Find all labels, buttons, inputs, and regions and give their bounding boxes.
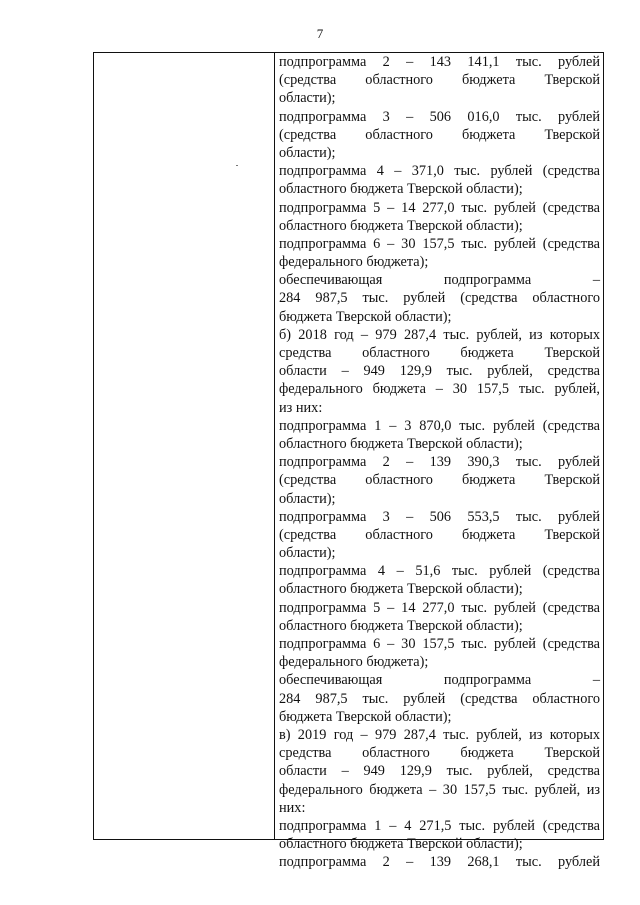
text-line: подпрограмма 1 – 3 870,0 тыс. рублей (средства (279, 417, 600, 434)
text-line: 284 987,5 тыс. рублей (средства областного (279, 690, 600, 707)
text-line: (средства областного бюджета Тверской (279, 526, 600, 543)
text-line: подпрограмма 6 – 30 157,5 тыс. рублей (средства (279, 636, 600, 652)
text-line: бюджета Тверской области); (279, 308, 452, 325)
text-line: федерального бюджета – 30 157,5 тыс. рублей, (279, 381, 600, 398)
text-line: (средства областного бюджета Тверской (279, 126, 600, 143)
text-line: подпрограмма 2 – 143 141,1 тыс. рублей (279, 54, 600, 70)
text-line: из них: (279, 399, 323, 416)
text-line: областного бюджета Тверской области); (279, 617, 523, 634)
text-line: в) 2019 год – 979 287,4 тыс. рублей, из которых (279, 726, 600, 743)
text-line: них: (279, 799, 306, 816)
text-line: областного бюджета Тверской области); (279, 435, 523, 452)
text-line: подпрограмма 2 – 139 390,3 тыс. рублей (279, 454, 600, 471)
text-line: областного бюджета Тверской области); (279, 181, 523, 198)
document-table (93, 52, 604, 871)
text-line: обеспечивающая подпрограмма – (279, 272, 600, 289)
text-line: областного бюджета Тверской области); (279, 217, 523, 234)
text-line: подпрограмма 5 – 14 277,0 тыс. рублей (средства (279, 599, 600, 616)
text-line: средства областного бюджета Тверской (279, 345, 600, 361)
text-line: федерального бюджета – 30 157,5 тыс. рублей, из (279, 781, 600, 798)
text-line: федерального бюджета); (279, 654, 429, 671)
text-line: (средства областного бюджета Тверской (279, 72, 600, 89)
text-line: подпрограмма 4 – 371,0 тыс. рублей (средства (279, 163, 600, 180)
text-line: области); (279, 545, 336, 562)
text-line: области); (279, 144, 336, 161)
table-left-cell (94, 53, 275, 839)
text-line: подпрограмма 2 – 139 268,1 тыс. рублей (279, 854, 600, 871)
text-line: областного бюджета Тверской области); (279, 836, 523, 853)
text-line: подпрограмма 3 – 506 016,0 тыс. рублей (279, 108, 600, 125)
scan-speck (236, 165, 238, 166)
text-line: областного бюджета Тверской области); (279, 581, 523, 598)
text-line: федерального бюджета); (279, 254, 429, 271)
text-line: средства областного бюджета Тверской (279, 745, 600, 762)
text-line: б) 2018 год – 979 287,4 тыс. рублей, из которых (279, 326, 600, 343)
text-line: подпрограмма 3 – 506 553,5 тыс. рублей (279, 508, 600, 525)
page-number: 7 (316, 26, 324, 41)
text-line: области); (279, 90, 336, 107)
text-line: области – 949 129,9 тыс. рублей, средства (279, 763, 600, 780)
text-line: (средства областного бюджета Тверской (279, 472, 600, 489)
text-line: области – 949 129,9 тыс. рублей, средства (279, 363, 600, 380)
text-line: бюджета Тверской области); (279, 708, 452, 725)
text-line: подпрограмма 6 – 30 157,5 тыс. рублей (средства (279, 235, 600, 252)
text-line: подпрограмма 4 – 51,6 тыс. рублей (средства (279, 563, 600, 580)
text-line: области); (279, 490, 336, 507)
table-right-cell (275, 53, 603, 871)
text-line: 284 987,5 тыс. рублей (средства областного (279, 290, 600, 307)
text-line: подпрограмма 1 – 4 271,5 тыс. рублей (средства (279, 817, 600, 834)
text-line: обеспечивающая подпрограмма – (279, 672, 600, 689)
text-line: подпрограмма 5 – 14 277,0 тыс. рублей (средства (279, 199, 600, 216)
